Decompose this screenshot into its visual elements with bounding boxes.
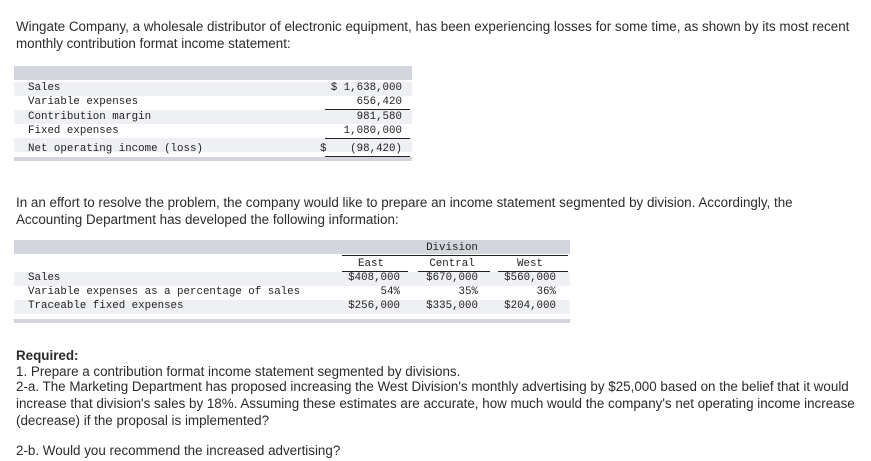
division-label-variable-expenses: Variable expenses as a percentage of sales [28,286,301,298]
division-group-header: Division [426,242,478,254]
division-header-underline [342,255,568,256]
column-header-west: West [517,258,543,270]
statement-value-sales: $ 1,638,000 [330,82,402,94]
statement-value-net-operating-income: (98,420) [350,143,402,155]
question-1: 1. Prepare a contribution format income statement segmented by divisions. [16,364,461,379]
required-heading: Required: [16,348,79,363]
division-table [14,240,570,328]
statement-value-fixed-expenses: 1,080,000 [343,125,402,137]
question-2b: 2-b. Would you recommend the increased advertising? [16,443,341,458]
division-cell: $560,000 [504,272,556,284]
division-cell: $204,000 [504,300,556,312]
statement-label-sales: Sales [28,82,61,94]
underline [325,109,410,110]
division-cell: 54% [380,286,400,298]
division-cell: 35% [458,286,478,298]
table-footer-bar [14,319,570,323]
effort-paragraph: In an effort to resolve the problem, the company would like to prepare an income statement segmented by division. Accordingly, the Accounting Department has developed the following information: [16,195,793,227]
division-cell: $408,000 [348,272,400,284]
division-cell: $256,000 [348,300,400,312]
statement-label-variable-expenses: Variable expenses [28,96,139,108]
statement-label-contribution-margin: Contribution margin [28,111,152,123]
division-label-sales: Sales [28,272,61,284]
division-cell: 36% [536,286,556,298]
table-header-bar [14,66,412,80]
statement-dollar-sign: $ [320,143,327,155]
statement-label-net-operating-income: Net operating income (loss) [28,143,203,155]
statement-label-fixed-expenses: Fixed expenses [28,125,119,137]
underline [325,138,410,139]
question-2a: 2-a. The Marketing Department has proposed increasing the West Division's monthly advertising by $25,000 based on the belief that it would increase that division's sales by 18%. Assuming these estimates are accurate, how much would the company's net operating income increase (decrease) if the proposal is implemented? [16,379,855,428]
table-footer-bar [14,157,412,161]
division-label-traceable-fixed: Traceable fixed expenses [28,300,184,312]
column-header-central: Central [429,258,475,270]
statement-value-contribution-margin: 981,580 [356,111,402,123]
statement-value-variable-expenses: 656,420 [356,96,402,108]
income-statement-table [14,66,412,161]
row-band [14,272,570,286]
division-cell: $335,000 [426,300,478,312]
intro-paragraph: Wingate Company, a wholesale distributor of electronic equipment, has been experiencing losses for some time, as shown by its most recent monthly contribution format income statement: [16,19,850,51]
division-cell: $670,000 [426,272,478,284]
column-header-east: East [358,258,384,270]
